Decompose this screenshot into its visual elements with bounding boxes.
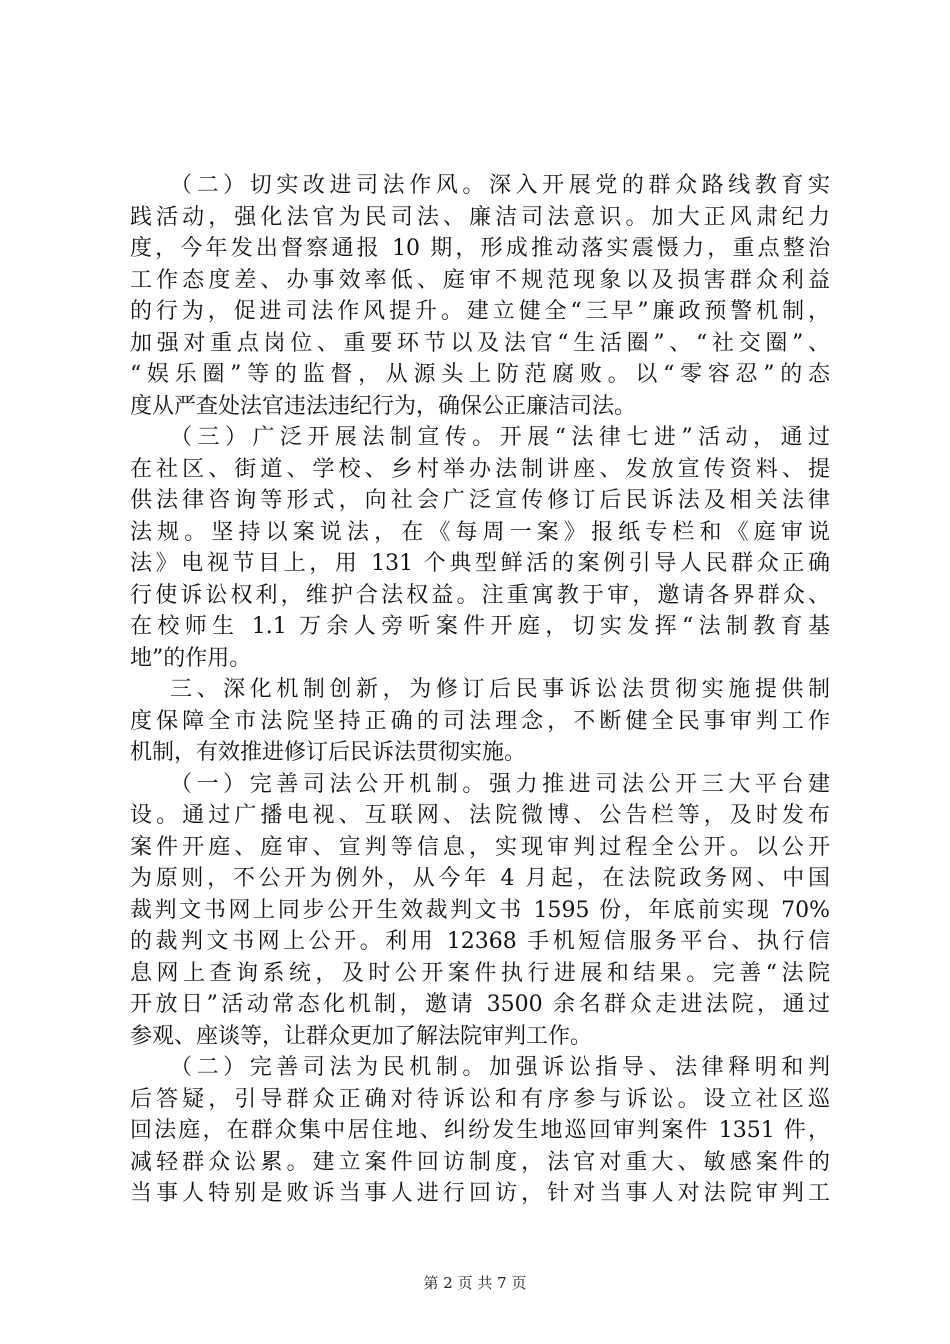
text-line: 裁判文书网上同步公开生效裁判文书 1595 份，年底前实现 70%: [130, 897, 830, 923]
text-line: 息网上查询系统，及时公开案件执行进展和结果。完善“法院: [130, 960, 830, 986]
text-line: 三、深化机制创新，为修订后民事诉讼法贯彻实施提供制: [170, 677, 830, 702]
text-line: 法规。坚持以案说法，在《每周一案》报纸专栏和《庭审说: [130, 519, 830, 545]
text-line: 度保障全市法院坚持正确的司法理念，不断健全民事审判工作: [130, 708, 830, 734]
text-line: 为原则，不公开为例外，从今年 4 月起，在法院政务网、中国: [130, 866, 830, 891]
text-line: 开放日”活动常态化机制，邀请 3500 余名群众走进法院，通过: [130, 992, 830, 1017]
text-line: 工作态度差、办事效率低、庭审不规范现象以及损害群众利益: [130, 267, 830, 293]
text-line: 践活动，强化法官为民司法、廉洁司法意识。加大正风肃纪力: [130, 204, 830, 230]
text-line: “娱乐圈”等的监督，从源头上防范腐败。以“零容忍”的态: [130, 362, 830, 387]
text-line: 地”的作用。: [130, 645, 252, 671]
text-line: 在社区、街道、学校、乡村举办法制讲座、发放宣传资料、提: [130, 456, 830, 482]
text-line: 设。通过广播电视、互联网、法院微博、公告栏等，及时发布: [130, 803, 830, 828]
text-line: （二）切实改进司法作风。深入开展党的群众路线教育实: [170, 173, 830, 198]
text-line: 回法庭，在群众集中居住地、纠纷发生地巡回审判案件 1351 件，: [130, 1118, 830, 1143]
text-line: 法》电视节目上，用 131 个典型鲜活的案例引导人民群众正确: [130, 551, 830, 576]
document-body: [130, 170, 830, 1210]
text-line: 的行为，促进司法作风提升。建立健全“三早”廉政预警机制，: [130, 299, 830, 324]
text-line: 行使诉讼权利，维护合法权益。注重寓教于审，邀请各界群众、: [130, 582, 830, 608]
text-line: 度从严查处法官违法违纪行为，确保公正廉洁司法。: [130, 393, 637, 419]
text-line: 供法律咨询等形式，向社会广泛宣传修订后民诉法及相关法律: [130, 488, 830, 513]
text-line: 机制，有效推进修订后民诉法贯彻实施。: [130, 740, 527, 765]
text-line: （一）完善司法公开机制。强力推进司法公开三大平台建: [170, 771, 830, 797]
text-line: 的裁判文书网上公开。利用 12368 手机短信服务平台、执行信: [130, 929, 830, 954]
text-line: 度，今年发出督察通报 10 期，形成推动落实震慑力，重点整治: [130, 236, 830, 261]
text-line: 在校师生 1.1 万余人旁听案件开庭，切实发挥“法制教育基: [130, 614, 830, 639]
text-line: 减轻群众讼累。建立案件回访制度，法官对重大、敏感案件的: [130, 1149, 830, 1175]
text-line: （三）广泛开展法制宣传。开展“法律七进”活动，通过: [170, 425, 830, 450]
text-line: 加强对重点岗位、重要环节以及法官“生活圈”、“社交圈”、: [130, 330, 830, 356]
text-line: 案件开庭、庭审、宣判等信息，实现审判过程全公开。以公开: [130, 834, 830, 860]
page-footer: 第 2 页 共 7 页: [423, 1274, 527, 1292]
text-line: （二）完善司法为民机制。加强诉讼指导、法律释明和判: [170, 1055, 830, 1080]
text-line: 当事人特别是败诉当事人进行回访，针对当事人对法院审判工: [130, 1181, 830, 1206]
text-line: 参观、座谈等，让群众更加了解法院审判工作。: [130, 1023, 593, 1049]
text-line: 后答疑，引导群众正确对待诉讼和有序参与诉讼。设立社区巡: [130, 1086, 830, 1112]
